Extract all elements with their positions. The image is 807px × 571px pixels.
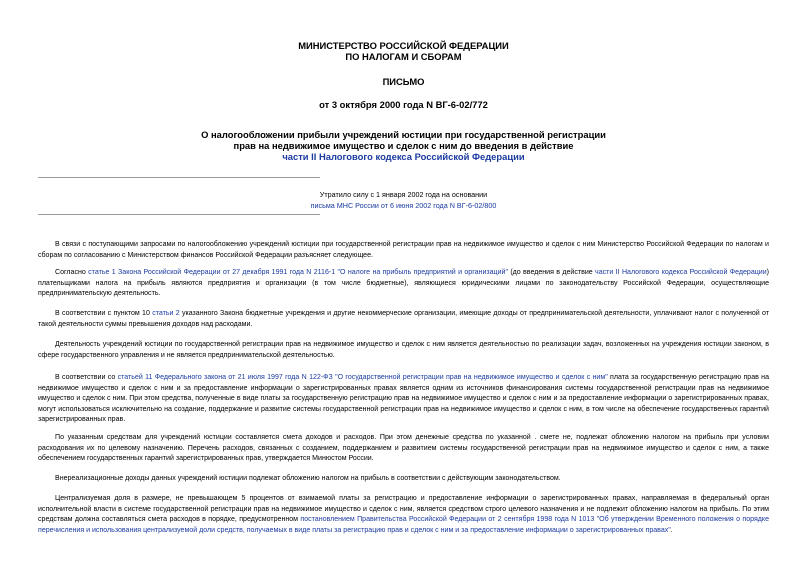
government-decree-1013-link[interactable]: постановлением Правительства Российской Федерации от 2 сентября 1998 года N 1013 "Об утверждении Временного положения о порядке перечисления и использования централизуемой доли средств, получаемых в виде платы за регистрацию прав и сделок с ним и за предоставление информации о зарегистрированных правах" [38,516,769,534]
ministry-title-line2: ПО НАЛОГАМ И СБОРАМ [345,51,462,62]
paragraph-2: Согласно статье 1 Закона Российской Федерации от 27 декабря 1991 года N 2116-1 "О налоге на прибыль предприятий и организаций" (до введения в действие части II Налогового кодекса Российской Федерации) плательщиками налога на прибыль являются предприятия и организации (в том числе бюджетные), являющиеся юридическими лицами по законодательству Российской Федерации, осуществляющие предпринимательскую деятельность. [38,269,770,297]
tax-code-link[interactable]: части II Налогового кодекса Российской Федерации [595,269,767,276]
paragraph-6: По указанным средствам для учреждений юстиции составляется смета доходов и расходов. При этом денежные средства по указанной . смете не, подлежат обложению налогом на прибыль при условии расходования их по целевому назначению. Перечень расходов, связанных с созданием, поддержанием и развитием системы государственной регистрации прав на недвижимое имущество и сделок с ним, а также обеспечением государственных гарантий зарегистрированных прав, утверждается Минюстом России. [38,434,769,462]
tax-code-part2-link[interactable]: части II Налогового кодекса Российской Федерации [282,151,525,162]
paragraph-1: В связи с поступающими запросами по налогообложению учреждений юстиции при государственной регистрации прав на недвижимое имущество и сделок с ним Министерство Российской Федерации по налогам и сборам по согласованию с Министерством финансов Российской Федерации разъясняет следующее. [38,241,769,259]
divider-bottom [38,214,320,215]
law-2116-1-link[interactable]: статье 1 Закона Российской Федерации от 27 декабря 1991 года N 2116-1 "О налоге на прибыль предприятий и организаций" [88,269,508,276]
paragraph-4: Деятельность учреждений юстиции по государственной регистрации прав на недвижимое имущество и сделок с ним является деятельностью по реализации задач, возложенных на учреждения юстиции законом, в сфере государственного управления и не является предпринимательской деятельностью. [38,341,769,359]
repeal-notice-line1: Утратило силу с 1 января 2002 года на основании [319,190,488,199]
repeal-notice-line2 [0,200,807,211]
paragraph-7: Внереализационные доходы данных учреждений юстиции подлежат обложению налогом на прибыль в соответствии с действующим законодательством. [55,475,561,482]
paragraph-5: В соответствии со статьей 11 Федерального закона от 21 июля 1997 года N 122-ФЗ "О государственной регистрации прав на недвижимое имущество и сделок с ним" плата за государственную регистрацию прав на недвижимое имущество и сделок с ним и за предоставление информации о зарегистрированных правах является одним из источников финансирования системы государственной регистрации прав на недвижимое имущество и сделок с ним. При этом средства, полученные в виде платы за государственную регистрацию прав на недвижимое имущество и сделок с ним и за предоставление информации о зарегистрированных правах, могут использоваться исключительно на создание, поддержание и развитие системы государственной регистрации прав на недвижимое имущество и сделок с ним, в том числе на обеспечение государственных гарантий зарегистрированных прав. [38,374,769,423]
subject-line1: О налогообложении прибыли учреждений юстиции при государственной регистрации [201,129,606,140]
paragraph-3: В соответствии с пунктом 10 статьи 2 указанного Закона бюджетные учреждения и другие некоммерческие организации, имеющие доходы от предпринимательской деятельности, уплачивают налог с полученной от такой деятельности суммы превышения доходов над расходами. [38,310,769,328]
document-type: ПИСЬМО [382,76,425,87]
subject-line3 [0,151,807,162]
article-2-link[interactable]: статьи 2 [152,310,180,317]
law-122-fz-link[interactable]: статьей 11 Федерального закона от 21 июля 1997 года N 122-ФЗ "О государственной регистрации прав на недвижимое имущество и сделок с ним" [117,374,608,381]
document-date-number: от 3 октября 2000 года N ВГ-6-02/772 [319,99,488,110]
paragraph-8: Централизуемая доля в размере, не превышающем 5 процентов от взимаемой платы за регистрацию и предоставление информации о зарегистрированных правах, направляемая в федеральный орган исполнительной власти в системе государственной регистрации прав на недвижимое имущество и сделок с ним, является средством строго целевого назначения и не подлежит обложению налогом на прибыль. По этим средствам должна составляться смета расходов в порядке, предусмотренном постановлением Правительства Российской Федерации от 2 сентября 1998 года N 1013 "Об утверждении Временного положения о порядке перечисления и использования централизуемой доли средств, получаемых в виде платы за регистрацию прав и сделок с ним и за предоставление информации о зарегистрированных правах". [38,495,769,534]
divider-top [38,177,320,178]
repeal-letter-link[interactable]: письма МНС России от 6 июня 2002 года N ВГ-6-02/800 [310,201,497,210]
ministry-title-line1: МИНИСТЕРСТВО РОССИЙСКОЙ ФЕДЕРАЦИИ [298,40,509,51]
subject-line2: прав на недвижимое имущество и сделок с ним до введения в действие [233,140,574,151]
